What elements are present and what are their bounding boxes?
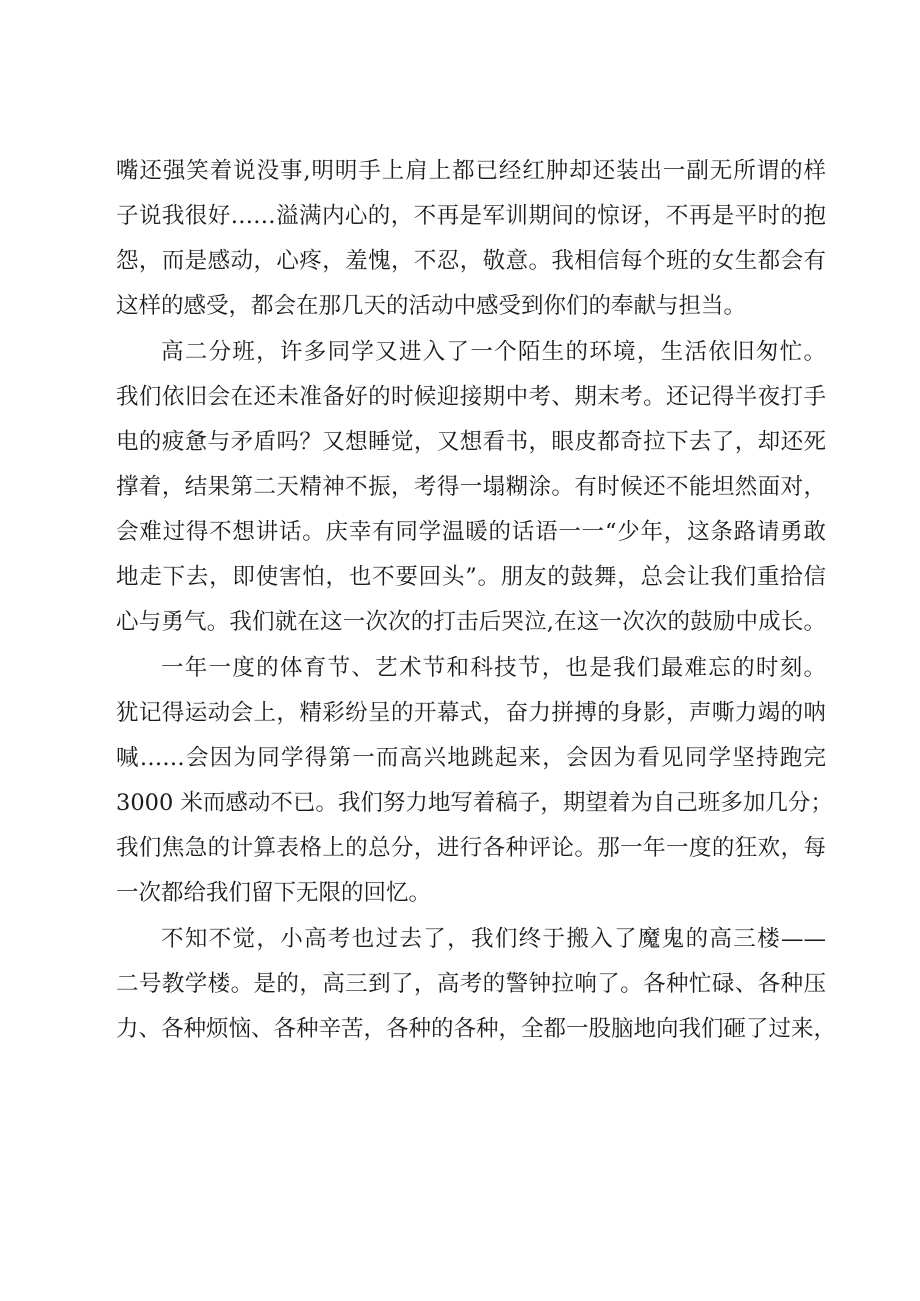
text-line: 一次都给我们留下无限的回忆。 xyxy=(116,880,432,906)
text-line: 怨，而是感动，心疼，羞愧，不忍，敬意。我相信每个班的女生都会有 xyxy=(116,248,826,274)
text-line: 喊……会因为同学得第一而高兴地跳起来，会因为看见同学坚持跑完 xyxy=(116,745,826,771)
text-line: 我们焦急的计算表格上的总分，进行各种评论。那一年一度的狂欢，每 xyxy=(116,835,826,861)
text-line: 二号教学楼。是的，高三到了，高考的警钟拉响了。各种忙碌、各种压 xyxy=(116,971,826,997)
text-line: 心与勇气。我们就在这一次次的打击后哭泣,在这一次次的鼓励中成长。 xyxy=(116,609,826,635)
text-line: 高二分班，许多同学又进入了一个陌生的环境，生活依旧匆忙。 xyxy=(161,339,826,365)
text-line: 力、各种烦恼、各种辛苦，各种的各种，全都一股脑地向我们砸了过来， xyxy=(116,1016,837,1042)
text-line: 嘴还强笑着说没事,明明手上肩上都已经红肿却还装出一副无所谓的样 xyxy=(116,158,826,184)
text-line: 电的疲惫与矛盾吗？又想睡觉，又想看书，眼皮都奇拉下去了，却还死 xyxy=(116,429,826,455)
text-line: 不知不觉，小高考也过去了，我们终于搬入了魔鬼的高三楼—— xyxy=(161,926,826,952)
text-line: 会难过得不想讲话。庆幸有同学温暖的话语一一“少年，这条路请勇敢 xyxy=(116,519,826,545)
text-line: 犹记得运动会上，精彩纷呈的开幕式，奋力拼搏的身影，声嘶力竭的呐 xyxy=(116,700,826,726)
text-line: 地走下去，即使害怕，也不要回头”。朋友的鼓舞，总会让我们重拾信 xyxy=(116,564,826,590)
text-line: 我们依旧会在还未准备好的时候迎接期中考、期末考。还记得半夜打手 xyxy=(116,384,826,410)
text-line: 这样的感受，都会在那几天的活动中感受到你们的奉献与担当。 xyxy=(116,293,747,319)
text-line: 撑着，结果第二天精神不振，考得一塌糊涂。有时候还不能坦然面对， xyxy=(116,474,826,500)
text-line: 子说我很好……溢满内心的，不再是军训期间的惊讶，不再是平时的抱 xyxy=(116,203,826,229)
text-line: 一年一度的体育节、艺术节和科技节，也是我们最难忘的时刻。 xyxy=(161,655,826,681)
text-line: 3000 米而感动不已。我们努力地写着稿子，期望着为自己班多加几分； xyxy=(116,790,833,816)
